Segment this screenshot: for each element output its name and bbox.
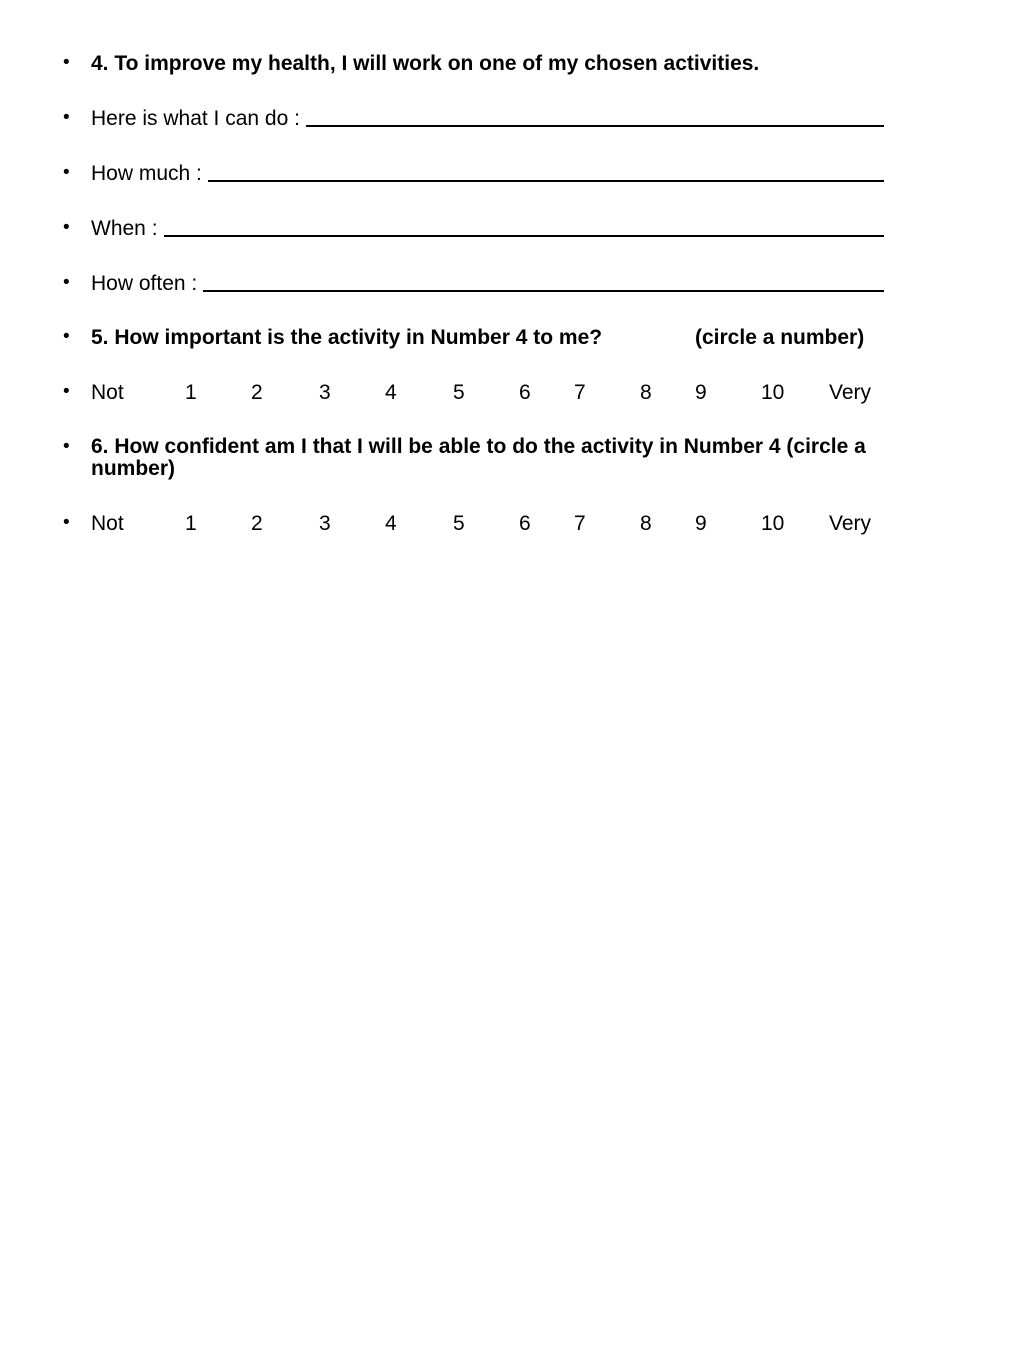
scale-option[interactable]: 7 bbox=[574, 381, 586, 404]
scale-option[interactable]: 5 bbox=[453, 381, 465, 404]
scale-option[interactable]: 3 bbox=[319, 512, 331, 535]
field-how-often-blank[interactable] bbox=[203, 272, 884, 292]
scale-option[interactable]: 6 bbox=[519, 381, 531, 404]
scale-option[interactable]: 8 bbox=[640, 512, 652, 535]
bullet: • bbox=[63, 512, 70, 533]
scale-option[interactable]: 4 bbox=[385, 512, 397, 535]
scale-option[interactable]: 6 bbox=[519, 512, 531, 535]
scale-option[interactable]: 9 bbox=[695, 512, 707, 535]
scale-low-label: Not bbox=[91, 381, 124, 404]
field-what-label: Here is what I can do : bbox=[91, 107, 300, 130]
scale-option[interactable]: 1 bbox=[185, 381, 197, 404]
scale-high-label: Very bbox=[829, 512, 872, 535]
field-when-blank[interactable] bbox=[164, 217, 884, 237]
field-how-often-label: How often : bbox=[91, 272, 198, 295]
question-5-heading: 5. How important is the activity in Number 4 to me? bbox=[91, 326, 603, 349]
field-how-much-label: How much : bbox=[91, 162, 202, 185]
field-how-much-blank[interactable] bbox=[208, 162, 884, 182]
scale-option[interactable]: 2 bbox=[251, 512, 263, 535]
field-what-blank[interactable] bbox=[306, 107, 884, 127]
bullet: • bbox=[63, 272, 70, 293]
scale-option[interactable]: 9 bbox=[695, 381, 707, 404]
question-6-heading: 6. How confident am I that I will be able to do the activity in Number 4 (circle a number) bbox=[91, 435, 866, 480]
bullet: • bbox=[63, 326, 70, 347]
bullet: • bbox=[63, 107, 70, 128]
question-5-note: (circle a number) bbox=[695, 326, 865, 349]
bullet: • bbox=[63, 381, 70, 402]
scale-option[interactable]: 3 bbox=[319, 381, 331, 404]
scale-option[interactable]: 8 bbox=[640, 381, 652, 404]
scale-option[interactable]: 5 bbox=[453, 512, 465, 535]
scale-option[interactable]: 10 bbox=[761, 381, 785, 404]
scale-option[interactable]: 4 bbox=[385, 381, 397, 404]
question-4-heading: 4. To improve my health, I will work on one of my chosen activities. bbox=[91, 52, 760, 75]
scale-option[interactable]: 2 bbox=[251, 381, 263, 404]
bullet: • bbox=[63, 436, 70, 457]
scale-high-label: Very bbox=[829, 381, 872, 404]
scale-option[interactable]: 7 bbox=[574, 512, 586, 535]
bullet: • bbox=[63, 217, 70, 238]
scale-low-label: Not bbox=[91, 512, 124, 535]
bullet: • bbox=[63, 52, 70, 73]
scale-option[interactable]: 10 bbox=[761, 512, 785, 535]
field-when-label: When : bbox=[91, 217, 158, 240]
bullet: • bbox=[63, 162, 70, 183]
scale-option[interactable]: 1 bbox=[185, 512, 197, 535]
